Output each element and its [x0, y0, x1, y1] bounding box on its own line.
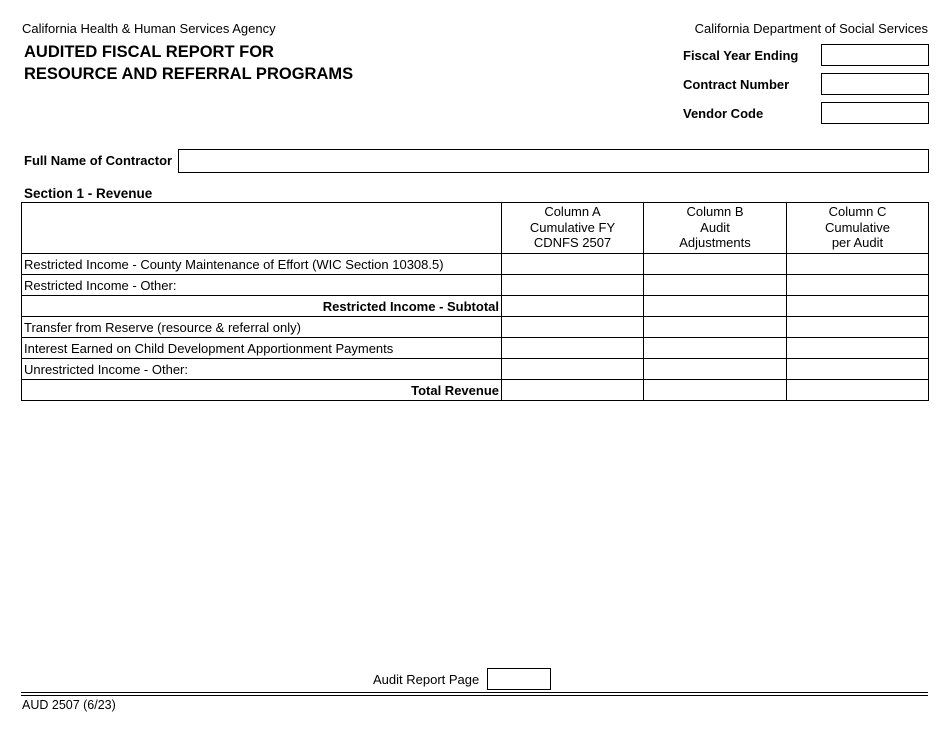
- footer-divider-top: [21, 692, 928, 693]
- column-c-header: [787, 203, 929, 254]
- contractor-name-label: Full Name of Contractor: [24, 153, 173, 168]
- column-c-cell[interactable]: [787, 380, 929, 401]
- column-c-cell[interactable]: [787, 296, 929, 317]
- row-label: Unrestricted Income - Other:: [22, 359, 502, 380]
- column-b-cell[interactable]: [644, 254, 787, 275]
- row-label: Restricted Income - Other:: [22, 275, 502, 296]
- column-c-cell[interactable]: [787, 254, 929, 275]
- row-label: Restricted Income - Subtotal: [22, 296, 502, 317]
- row-label: Transfer from Reserve (resource & referral only): [22, 317, 502, 338]
- table-row: [22, 296, 929, 317]
- section1-title: Section 1 - Revenue: [24, 186, 153, 201]
- column-b-cell[interactable]: [644, 380, 787, 401]
- contract-number-field[interactable]: [821, 73, 929, 95]
- contract-number-label: Contract Number: [683, 77, 790, 92]
- column-a-header: [502, 203, 644, 254]
- column-a-cell[interactable]: [502, 380, 644, 401]
- column-c-cell[interactable]: [787, 275, 929, 296]
- form-title-line2: RESOURCE AND REFERRAL PROGRAMS: [24, 65, 354, 83]
- department-name: California Department of Social Services: [694, 21, 928, 36]
- form-title-line1: AUDITED FISCAL REPORT FOR: [24, 43, 274, 61]
- column-a-cell[interactable]: [502, 275, 644, 296]
- column-b-cell[interactable]: [644, 338, 787, 359]
- column-a-cell[interactable]: [502, 254, 644, 275]
- audit-report-page-field[interactable]: [487, 668, 551, 690]
- contractor-name-field[interactable]: [178, 149, 929, 173]
- revenue-table: [21, 202, 929, 401]
- row-label: Total Revenue: [22, 380, 502, 401]
- column-c-cell[interactable]: [787, 338, 929, 359]
- row-label: Restricted Income - County Maintenance of Effort (WIC Section 10308.5): [22, 254, 502, 275]
- column-c-line1: Column C: [828, 204, 887, 219]
- vendor-code-field[interactable]: [821, 102, 929, 124]
- column-a-cell[interactable]: [502, 296, 644, 317]
- column-a-line1: Column A: [544, 204, 601, 219]
- column-c-line3: per Audit: [831, 235, 884, 250]
- column-a-cell[interactable]: [502, 359, 644, 380]
- footer-divider-bottom: [21, 695, 928, 696]
- column-b-cell[interactable]: [644, 275, 787, 296]
- column-c-line2: Cumulative: [824, 219, 891, 235]
- table-row: [22, 275, 929, 296]
- row-label: Interest Earned on Child Development Apportionment Payments: [22, 338, 502, 359]
- form-title: [24, 41, 353, 85]
- column-b-line3: Adjustments: [679, 235, 751, 250]
- table-row: [22, 254, 929, 275]
- revenue-header-row: [22, 203, 929, 254]
- column-c-cell[interactable]: [787, 317, 929, 338]
- column-c-cell[interactable]: [787, 359, 929, 380]
- table-row: [22, 359, 929, 380]
- column-b-header: [644, 203, 787, 254]
- column-a-cell[interactable]: [502, 338, 644, 359]
- column-a-line3: CDNFS 2507: [533, 235, 612, 250]
- column-b-line2: Audit: [700, 219, 730, 235]
- form-code: AUD 2507 (6/23): [22, 698, 116, 712]
- column-b-line1: Column B: [686, 204, 744, 219]
- column-a-cell[interactable]: [502, 317, 644, 338]
- table-row: [22, 380, 929, 401]
- audit-report-page-label: Audit Report Page: [373, 672, 480, 687]
- vendor-code-label: Vendor Code: [683, 106, 764, 121]
- table-row: [22, 338, 929, 359]
- column-b-cell[interactable]: [644, 317, 787, 338]
- column-a-line2: Cumulative FY: [529, 219, 616, 235]
- fiscal-year-label: Fiscal Year Ending: [683, 48, 799, 63]
- fiscal-year-field[interactable]: [821, 44, 929, 66]
- agency-name: California Health & Human Services Agency: [22, 21, 276, 36]
- table-row: [22, 317, 929, 338]
- column-b-cell[interactable]: [644, 296, 787, 317]
- column-b-cell[interactable]: [644, 359, 787, 380]
- header-blank: [22, 203, 502, 254]
